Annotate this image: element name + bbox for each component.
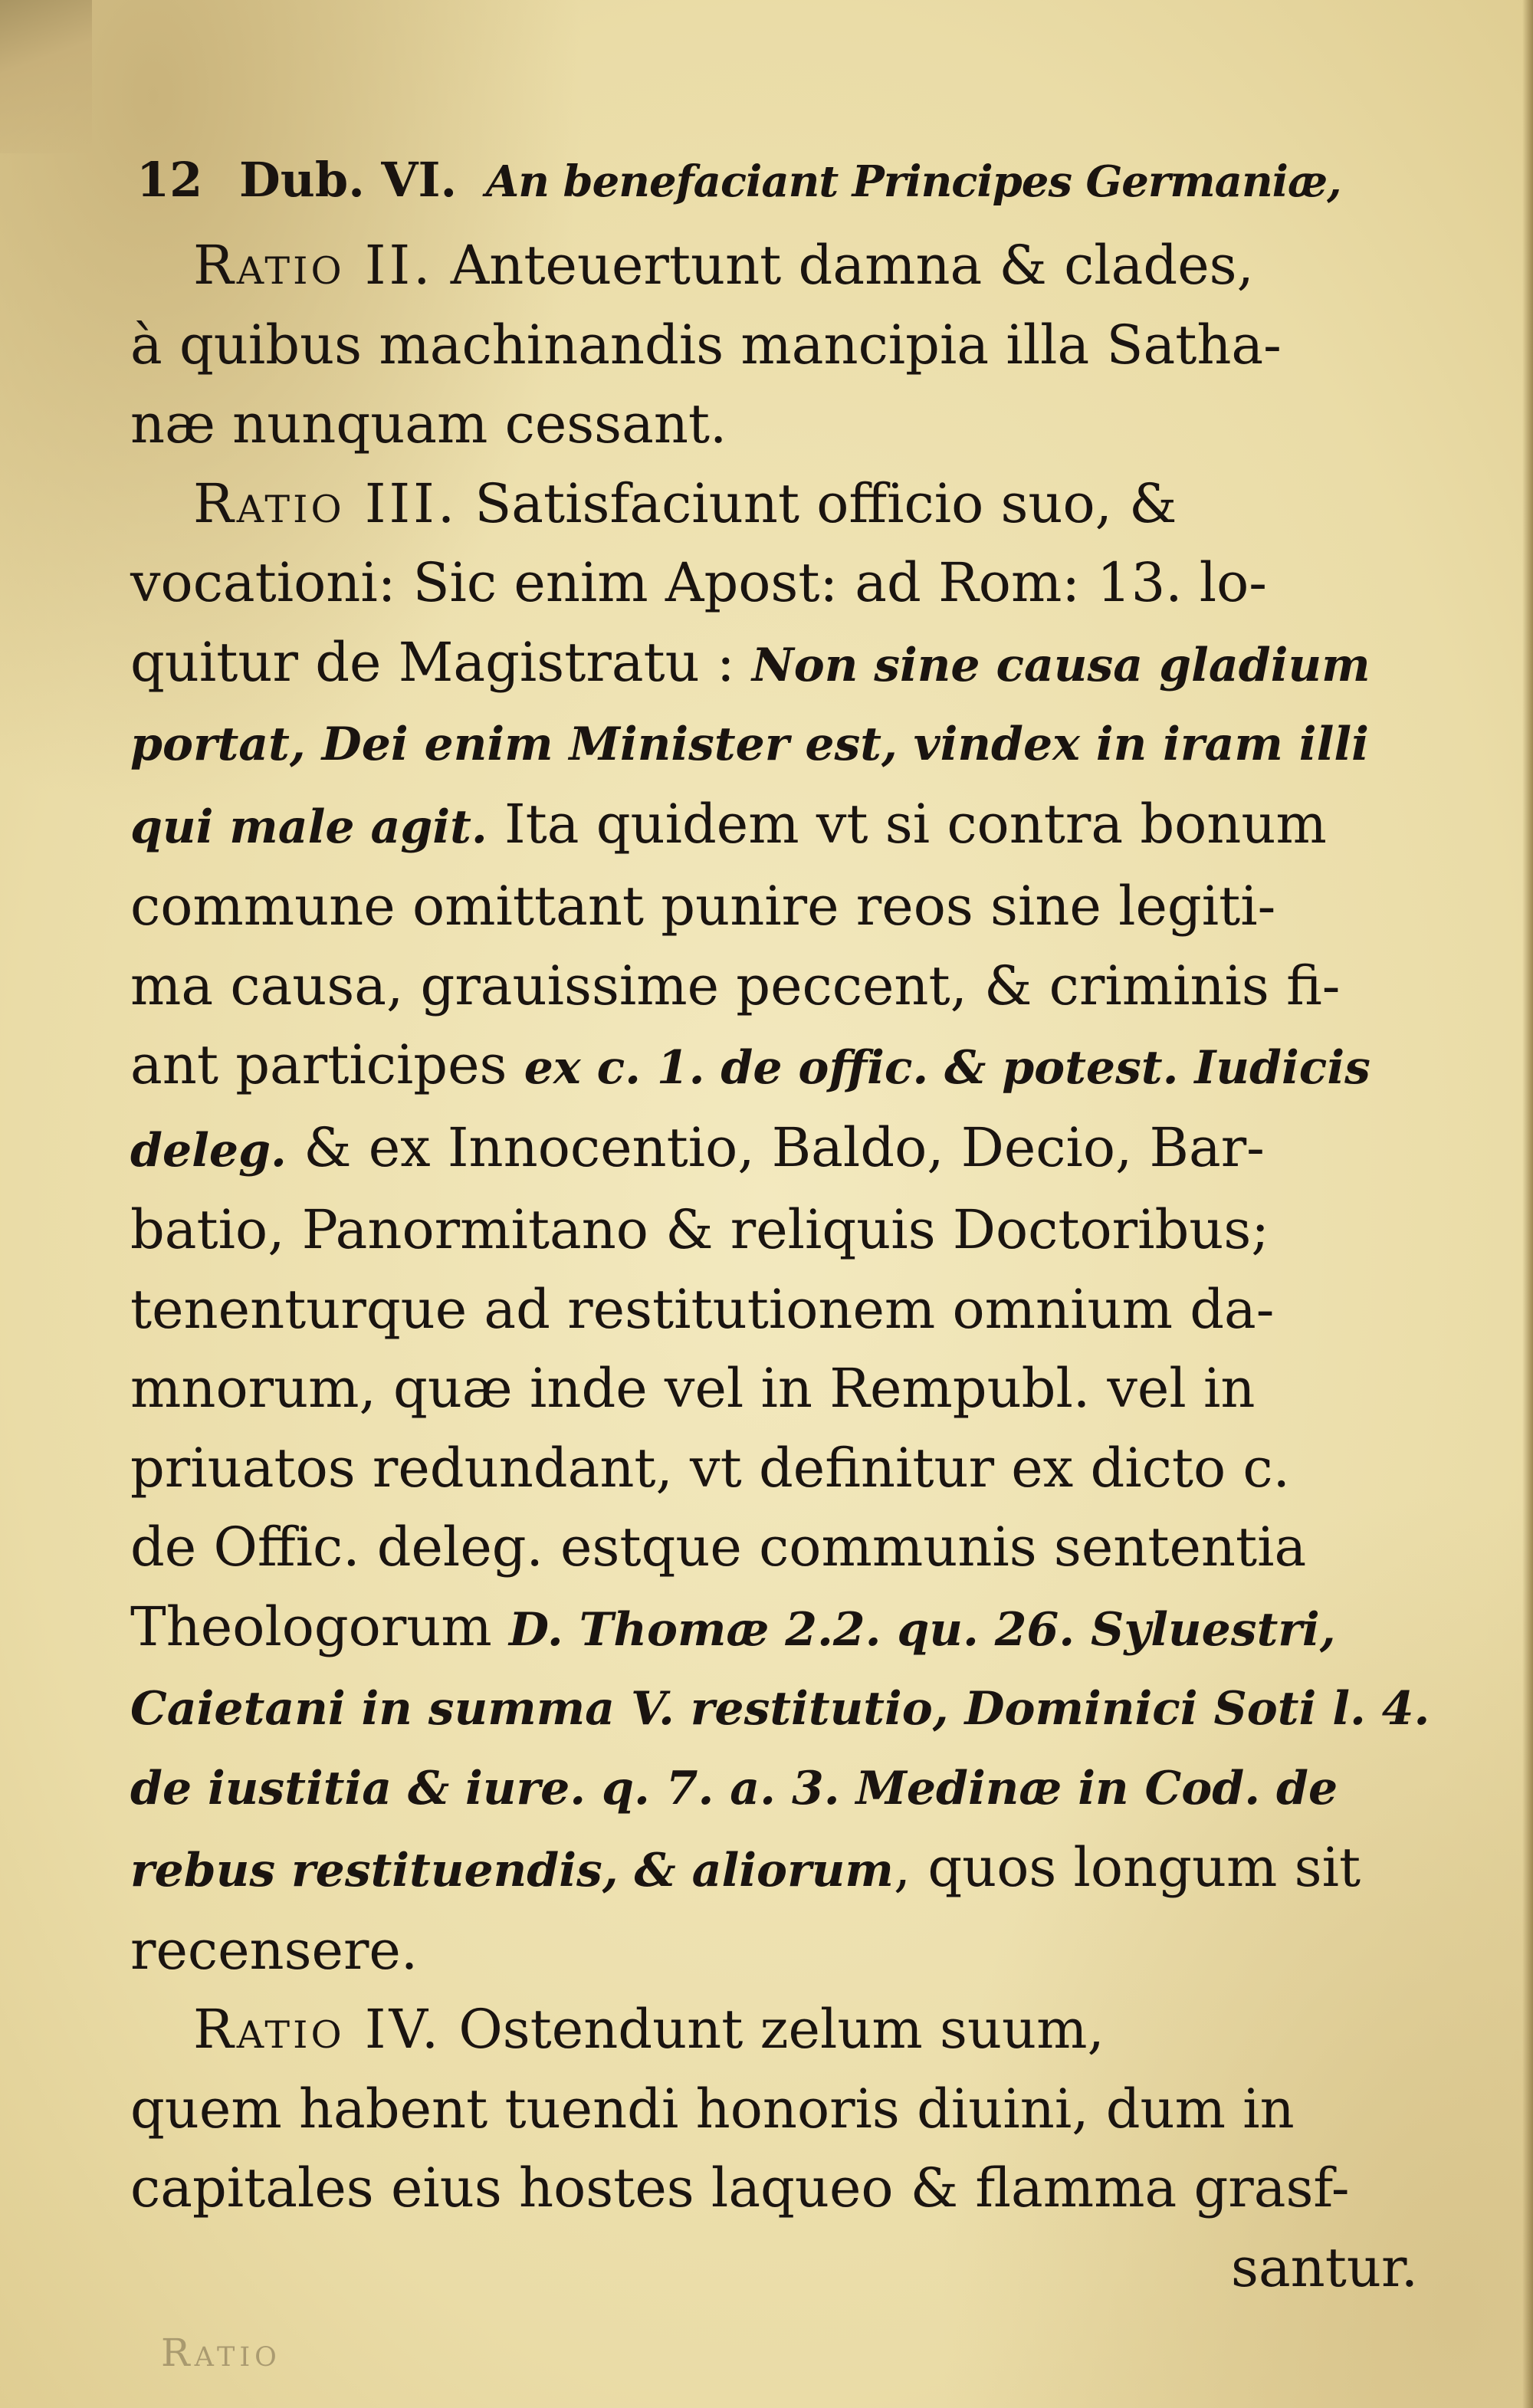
- citation: ex c. 1. de offic. & potest. Iudicis: [524, 1041, 1371, 1095]
- text-line: Ratio II. Anteuertunt damna & clades,: [193, 234, 1254, 297]
- page-edge: [1522, 0, 1533, 2408]
- running-title: An benefaciant Principes Germaniæ,: [485, 156, 1341, 207]
- text-line: Ratio III. Satisfaciunt officio suo, &: [193, 471, 1177, 535]
- citation: D. Thomæ 2.2. qu. 26. Syluestri,: [509, 1602, 1336, 1657]
- ratio-heading: Ratio II.: [193, 234, 434, 297]
- ratio-heading: Ratio IV.: [193, 1998, 442, 2061]
- text-line: batio, Panormitano & reliquis Doctoribus;: [130, 1198, 1269, 1261]
- text-line: mnorum, quæ inde vel in Rempubl. vel in: [130, 1357, 1256, 1420]
- text-line: priuatos redundant, vt definitur ex dicto c.: [130, 1436, 1290, 1500]
- text-line: portat, Dei enim Minister est, vindex in iram illi: [130, 718, 1369, 771]
- damaged-corner: [0, 0, 92, 153]
- page-number: 12: [136, 152, 203, 208]
- text-line: à quibus machinandis mancipia illa Satha-: [130, 313, 1282, 376]
- page-header: [136, 149, 1424, 212]
- text-line: ma causa, grauissime peccent, & criminis fi-: [130, 954, 1341, 1017]
- text-line: rebus restituendis, & aliorum, quos longum sit: [130, 1836, 1361, 1899]
- text-line: næ nunquam cessant.: [130, 393, 727, 455]
- text-line: capitales eius hostes laqueo & flamma grasf-: [130, 2157, 1350, 2219]
- text-line: santur.: [1231, 2236, 1418, 2299]
- text-line: deleg. & ex Innocentio, Baldo, Decio, Bar-: [130, 1115, 1265, 1179]
- text-line: tenenturque ad restitutionem omnium da-: [130, 1277, 1275, 1341]
- text-line: ant participes ex c. 1. de offic. & potest. Iudicis: [130, 1033, 1371, 1096]
- text-line: quitur de Magistratu : Non sine causa gladium: [130, 630, 1371, 694]
- text-line: vocationi: Sic enim Apost: ad Rom: 13. lo-: [130, 551, 1267, 614]
- text-line: quem habent tuendi honoris diuini, dum in: [130, 2077, 1295, 2140]
- chapter-label: Dub. VI.: [239, 152, 458, 208]
- text-line: qui male agit. Ita quidem vt si contra bonum: [130, 792, 1327, 856]
- text-line: recensere.: [130, 1918, 419, 1982]
- ratio-heading: Ratio III.: [193, 471, 458, 535]
- bleed-through-catchword: Ratio: [161, 2331, 281, 2375]
- text-line: de Offic. deleg. estque communis sententia: [130, 1516, 1307, 1579]
- text-line: Ratio IV. Ostendunt zelum suum,: [193, 1998, 1105, 2061]
- body-text: [130, 226, 1449, 2308]
- text-line: Theologorum D. Thomæ 2.2. qu. 26. Syluestri,: [130, 1595, 1336, 1658]
- scripture-quote: Non sine causa gladium: [751, 638, 1371, 692]
- text-line: commune omittant punire reos sine legiti-: [130, 875, 1276, 938]
- text-line: Caietani in summa V. restitutio, Dominici Soti l. 4.: [130, 1682, 1430, 1736]
- text-line: de iustitia & iure. q. 7. a. 3. Medinæ in Cod. de: [130, 1761, 1338, 1815]
